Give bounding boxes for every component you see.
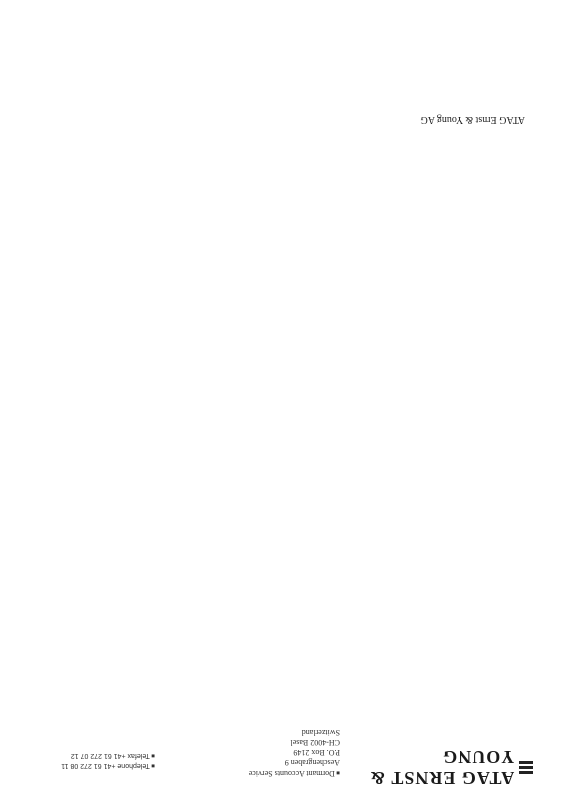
department-name: Dormant Accounts Service (248, 769, 335, 778)
telefax-label: Telefax (127, 752, 150, 759)
ey-logo-icon (522, 760, 533, 774)
signature-line: ATAG Ernst & Young AG (420, 114, 525, 125)
department-block: ■ Dormant Accounts Service Aeschengraben 9 P.O. Box 2149 CH-4002 Basel Switzerland (248, 728, 340, 778)
contact-block: ■ Telephone +41 61 272 08 11 ■ Telefax +41 61 272 07 12 (61, 752, 155, 769)
letterhead-brand (343, 746, 533, 788)
address-line: CH-4002 Basel (290, 738, 340, 747)
address-line: Switzerland (301, 728, 340, 737)
address-line: Aeschengraben 9 (284, 758, 340, 767)
telephone-label: Telephone (117, 762, 150, 769)
brand-name: ATAG ERNST & YOUNG (369, 747, 515, 788)
telefax-number: +41 61 272 07 12 (70, 752, 126, 759)
telephone-number: +41 61 272 08 11 (61, 762, 116, 769)
address-line: P.O. Box 2149 (293, 748, 340, 757)
